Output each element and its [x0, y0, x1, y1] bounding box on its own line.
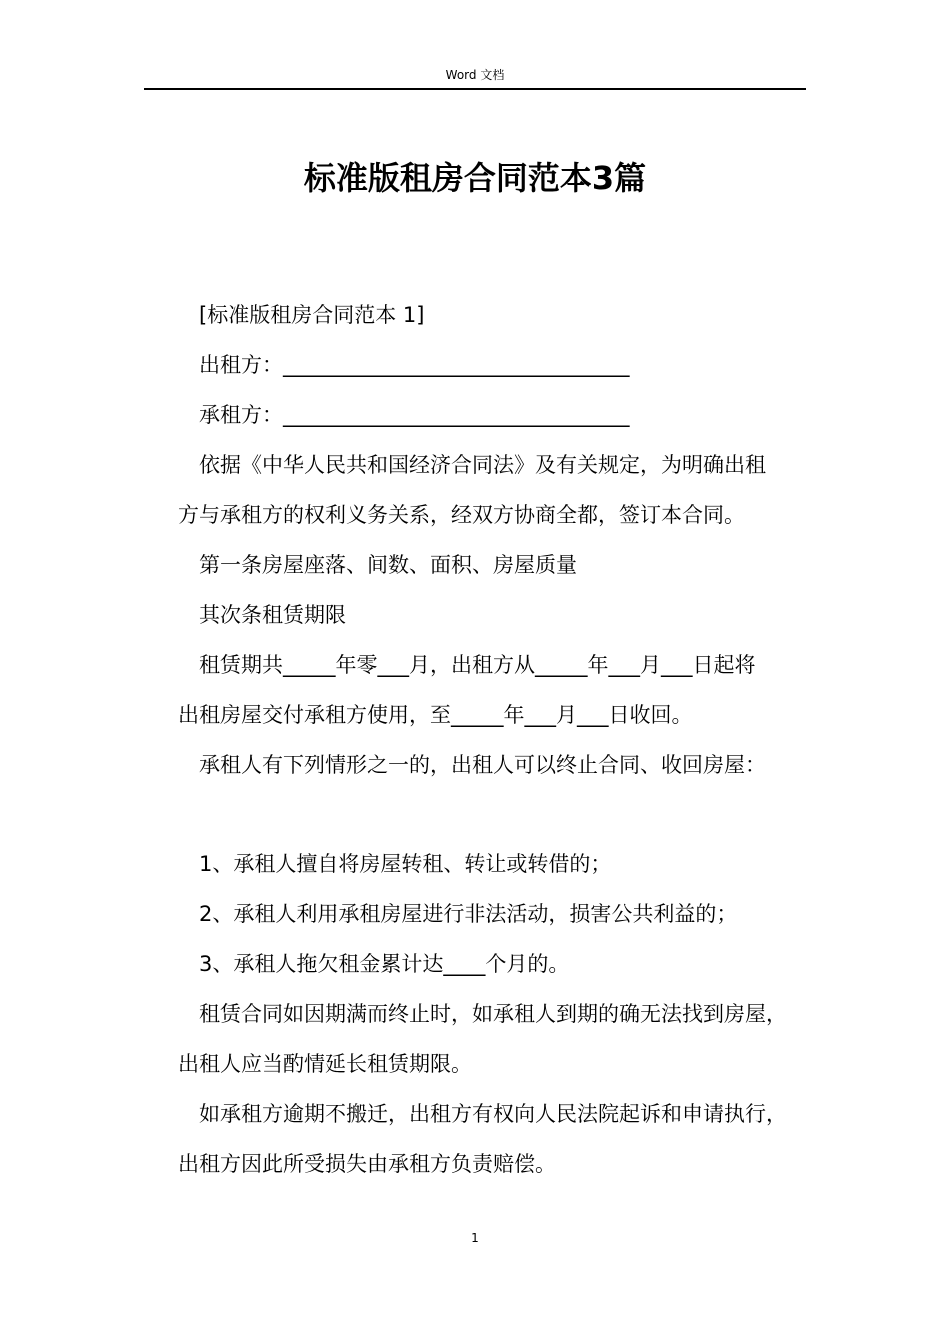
- lessor-line: 出租方：_________________________________: [199, 353, 630, 377]
- paragraph-line: 出租方因此所受损失由承租方负责赔偿。: [178, 1152, 556, 1176]
- list-item: 2、承租人利用承租房屋进行非法活动，损害公共利益的；: [199, 902, 738, 926]
- paragraph-line: 出租人应当酌情延长租赁期限。: [178, 1052, 472, 1076]
- clause-heading: 其次条租赁期限: [199, 603, 346, 627]
- list-item: 1、承租人擅自将房屋转租、转让或转借的；: [199, 852, 612, 876]
- paragraph-line: 如承租方逾期不搬迁，出租方有权向人民法院起诉和申请执行，: [199, 1102, 787, 1126]
- paragraph-line: 租赁合同如因期满而终止时，如承租人到期的确无法找到房屋，: [199, 1002, 787, 1026]
- page-header: [144, 64, 806, 90]
- clause-heading: 第一条房屋座落、间数、面积、房屋质量: [199, 553, 577, 577]
- lessee-line: 承租方：_________________________________: [199, 403, 630, 427]
- paragraph-line: 方与承租方的权利义务关系，经双方协商全都，签订本合同。: [178, 503, 745, 527]
- list-item: 3、承租人拖欠租金累计达____个月的。: [199, 952, 570, 976]
- page-number: 1: [471, 1231, 479, 1245]
- paragraph-line: 出租房屋交付承租方使用，至_____年___月___日收回。: [178, 703, 693, 727]
- paragraph-line: 租赁期共_____年零___月，出租方从_____年___月___日起将: [199, 653, 756, 677]
- document-title: 标准版租房合同范本3篇: [303, 159, 647, 197]
- paragraph-line: 承租人有下列情形之一的，出租人可以终止合同、收回房屋：: [199, 753, 766, 777]
- section-heading: [标准版租房合同范本 1]: [199, 303, 425, 327]
- header-label: Word 文档: [445, 68, 505, 82]
- paragraph-line: 依据《中华人民共和国经济合同法》及有关规定，为明确出租: [199, 453, 766, 477]
